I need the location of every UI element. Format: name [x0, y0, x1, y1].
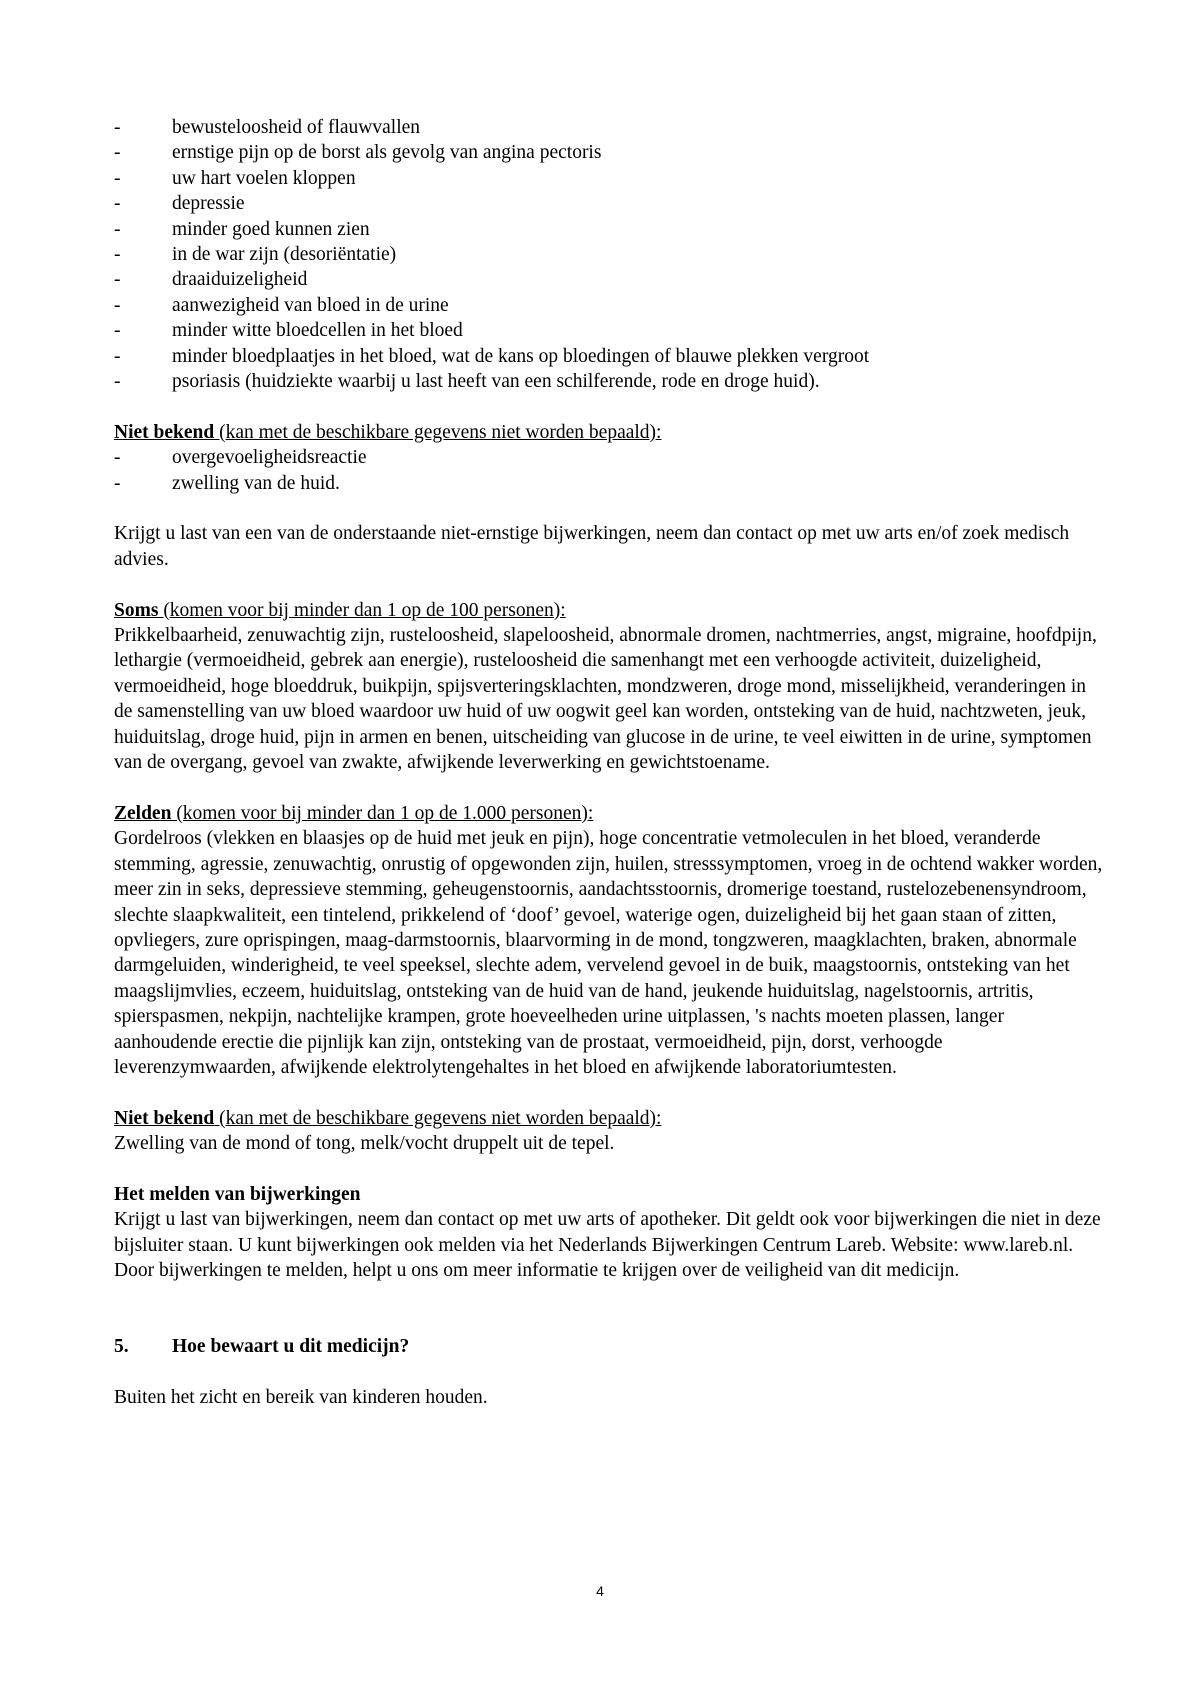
section-number: 5. — [114, 1336, 129, 1358]
list-item: - bewusteloosheid of flauwvallen — [114, 115, 1104, 140]
list-item: - minder bloedplaatjes in het bloed, wat de kans op bloedingen of blauwe plekken vergroot — [114, 344, 1104, 369]
list-dash: - — [114, 294, 121, 316]
list-item: - ernstige pijn op de borst als gevolg van angina pectoris — [114, 140, 1104, 165]
list-dash: - — [114, 269, 121, 291]
soms-paragraph: Prikkelbaarheid, zenuwachtig zijn, rusteloosheid, slapeloosheid, abnormale dromen, nachtmerries, angst, migraine, hoofdpijn, lethargie (vermoeidheid, gebrek aan energie), rusteloosheid die samenhangt met een verhoogde activiteit, duizeligheid, vermoeidheid, hoge bloeddruk, buikpijn, spijsverteringsklachten, mondzweren, droge mond, misselijkheid, veranderingen in de samenstelling van uw bloed waardoor uw huid of uw oogwit geel kan worden, ontsteking van de huid, nachtzweten, jeuk, huiduitslag, droge huid, pijn in armen en benen, uitscheiding van glucose in de urine, te veel eiwitten in de urine, symptomen van de overgang, gevoel van zwakte, afwijkende leverwerking en gewichtstoename. — [114, 625, 1097, 774]
list-item: - depressie — [114, 191, 1104, 216]
list-item: - minder witte bloedcellen in het bloed — [114, 318, 1104, 343]
list-dash: - — [114, 244, 121, 266]
list-item: - aanwezigheid van bloed in de urine — [114, 293, 1104, 318]
list-dash: - — [114, 218, 121, 240]
section-title: Hoe bewaart u dit medicijn? — [172, 1336, 410, 1358]
niet-bekend-heading-2: Niet bekend (kan met de beschikbare gegevens niet worden bepaald): — [114, 1107, 662, 1129]
zelden-heading: Zelden (komen voor bij minder dan 1 op de 1.000 personen): — [114, 802, 594, 824]
list-dash: - — [114, 117, 121, 138]
niet-bekend-list — [114, 445, 1104, 496]
list-dash: - — [114, 193, 121, 215]
list-item: - draaiduizeligheid — [114, 267, 1104, 292]
list-dash: - — [114, 472, 121, 494]
section-5-heading — [114, 1334, 1104, 1359]
list-dash: - — [114, 167, 121, 189]
list-dash: - — [114, 142, 121, 164]
niet-bekend-paragraph: Zwelling van de mond of tong, melk/vocht druppelt uit de tepel. — [114, 1133, 615, 1155]
document-page — [114, 115, 1104, 1411]
list-dash: - — [114, 345, 121, 367]
list-item: - zwelling van de huid. — [114, 471, 1104, 496]
intro-paragraph: Krijgt u last van een van de onderstaande niet-ernstige bijwerkingen, neem dan contact op met uw arts en/of zoek medisch advies. — [114, 523, 1070, 570]
section-5-paragraph: Buiten het zicht en bereik van kinderen houden. — [114, 1387, 488, 1409]
niet-bekend-heading: Niet bekend (kan met de beschikbare gegevens niet worden bepaald): — [114, 421, 662, 443]
list-dash: - — [114, 447, 121, 469]
page-number: 4 — [596, 1583, 604, 1599]
list-item: - in de war zijn (desoriëntatie) — [114, 242, 1104, 267]
side-effects-list — [114, 115, 1104, 394]
zelden-paragraph: Gordelroos (vlekken en blaasjes op de huid met jeuk en pijn), hoge concentratie vetmoleculen in het bloed, veranderde stemming, agressie, zenuwachtig, onrustig of opgewonden zijn, huilen, stresssymptomen, vroeg in de ochtend wakker worden, meer zin in seks, depressieve stemming, geheugenstoornis, aandachtsstoornis, dromerige toestand, rustelozebenensyndroom, slechte slaapkwaliteit, een tintelend, prikkelend of ‘doof’ gevoel, waterige ogen, duizeligheid bij het gaan staan of zitten, opvliegers, zure oprispingen, maag-darmstoornis, blaarvorming in de mond, tongzweren, maagklachten, braken, abnormale darmgeluiden, winderigheid, te veel speeksel, slechte adem, vervelend gevoel in de buik, maagstoornis, ontsteking van het maagslijmvlies, eczeem, huiduitslag, ontsteking van de huid van de hand, jeukende huiduitslag, nagelstoornis, artritis, spierspasmen, nekpijn, nachtelijke krampen, grote hoeveelheden urine uitplassen, 's nachts moeten plassen, langer aanhoudende erectie die pijnlijk kan zijn, ontsteking van de prostaat, vermoeidheid, pijn, dorst, verhoogde leverenzymwaarden, afwijkende elektrolytengehaltes in het bloed en afwijkende laboratoriumtesten. — [114, 828, 1103, 1078]
melden-heading: Het melden van bijwerkingen — [114, 1183, 361, 1205]
list-item: - uw hart voelen kloppen — [114, 166, 1104, 191]
list-item: - psoriasis (huidziekte waarbij u last heeft van een schilferende, rode en droge huid). — [114, 369, 1104, 394]
list-item: - minder goed kunnen zien — [114, 217, 1104, 242]
list-item: - overgevoeligheidsreactie — [114, 445, 1104, 470]
list-dash: - — [114, 371, 121, 393]
melden-paragraph: Krijgt u last van bijwerkingen, neem dan contact op met uw arts of apotheker. Dit geldt ook voor bijwerkingen die niet in deze bijsluiter staan. U kunt bijwerkingen ook melden via het Nederlands Bijwerkingen Centrum Lareb. Website: www.lareb.nl. Door bijwerkingen te melden, helpt u ons om meer informatie te krijgen over de veiligheid van dit medicijn. — [114, 1209, 1101, 1282]
list-dash: - — [114, 320, 121, 342]
soms-heading: Soms (komen voor bij minder dan 1 op de 100 personen): — [114, 599, 566, 621]
